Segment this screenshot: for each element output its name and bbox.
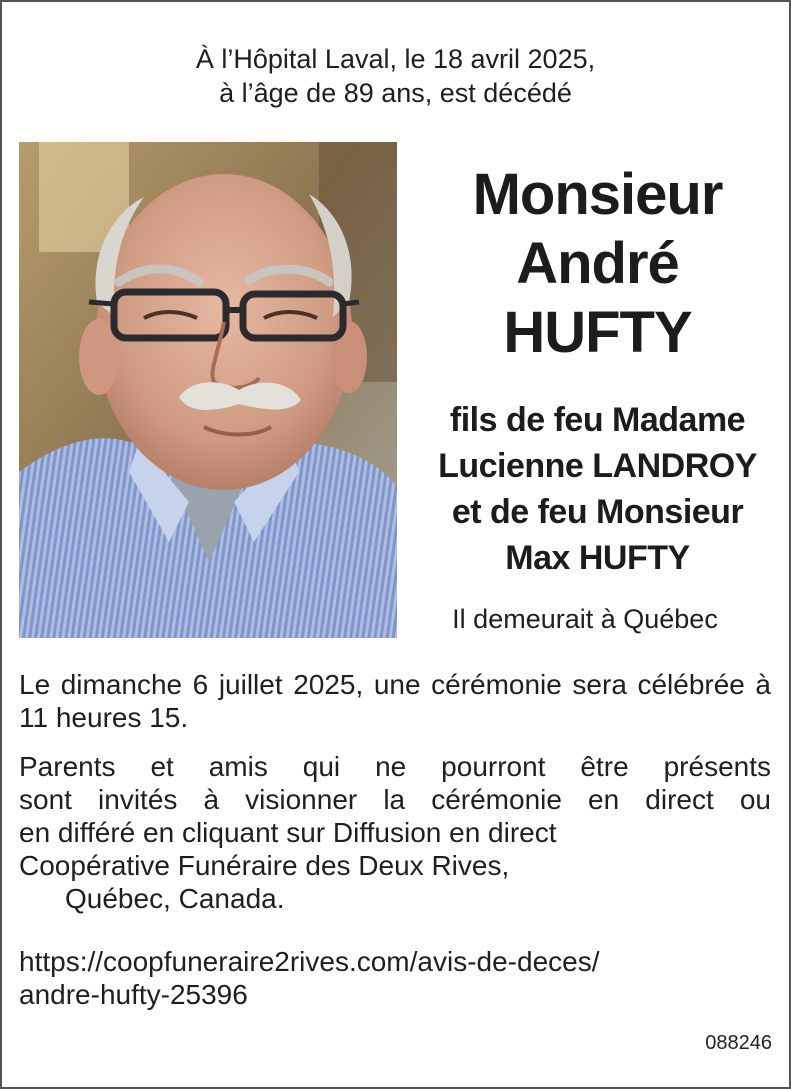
invite-line-3: en différé en cliquant sur Diffusion en direct [19, 817, 557, 848]
url-line-2[interactable]: andre-hufty-25396 [19, 979, 248, 1010]
invite-line-5: Québec, Canada. [65, 883, 285, 914]
intro-text [0, 42, 791, 110]
intro-line-1: À l’Hôpital Laval, le 18 avril 2025, [195, 44, 596, 74]
parents-info [410, 397, 785, 581]
reference-number: 088246 [705, 1032, 772, 1054]
invite-line-1: Parents et amis qui ne pourront être présents [19, 751, 771, 782]
invite-line-4: Coopérative Funéraire des Deux Rives, [19, 850, 510, 881]
parents-line-4: Max HUFTY [505, 539, 690, 577]
parents-line-3: et de feu Monsieur [451, 493, 744, 531]
name-title: Monsieur [472, 162, 723, 227]
parents-line-1: fils de feu Madame [449, 401, 746, 439]
intro-line-2: à l’âge de 89 ans, est décédé [219, 78, 572, 108]
invitation-text [19, 750, 771, 915]
url-line-1[interactable]: https://coopfuneraire2rives.com/avis-de-deces/ [19, 946, 600, 977]
invite-line-2: sont invités à visionner la cérémonie en direct ou [19, 784, 771, 815]
deceased-name [410, 160, 785, 367]
portrait-photo [19, 142, 397, 638]
residence-text: Il demeurait à Québec [452, 604, 718, 634]
parents-line-2: Lucienne LANDROY [438, 447, 757, 485]
ceremony-text: Le dimanche 6 juillet 2025, une cérémonie sera célébrée à 11 heures 15. [19, 669, 771, 733]
name-last: HUFTY [503, 300, 692, 365]
name-first: André [516, 231, 679, 296]
obituary-url[interactable] [19, 945, 771, 1011]
